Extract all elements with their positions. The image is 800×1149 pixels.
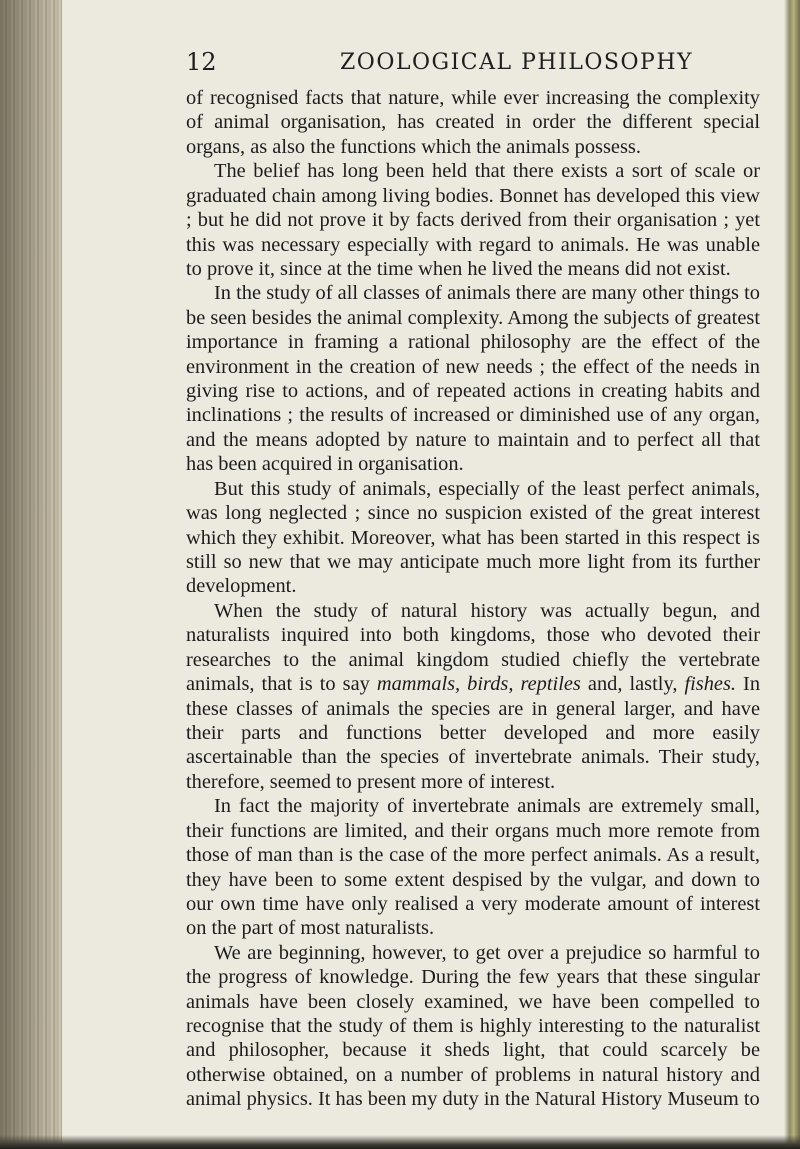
paragraph-text: and, lastly, <box>580 673 685 696</box>
page-edge-bottom <box>0 1135 800 1149</box>
running-head: ZOOLOGICAL PHILOSOPHY <box>340 50 694 75</box>
paragraph: In the study of all classes of animals there are many other things to be seen besides the animal complexity. Among the subjects of greatest importance in framing a rational philosophy are the effect of the environment in the creation of new needs ; the effect of the needs in giving rise to actions, and of repeated actions in creating habits and inclinations ; the results of increased or diminished use of any organ, and the means adopted by nature to maintain and to perfect all that has been acquired in organisation. <box>186 282 760 476</box>
italic-text: fishes. <box>684 673 736 696</box>
page-number: 12 <box>186 48 217 76</box>
book-binding-left <box>0 0 62 1149</box>
paragraph <box>186 599 760 794</box>
paragraph: But this study of animals, especially of the least perfect animals, was long neglected ; since no suspicion existed of the great interest which they exhibit. Moreover, what has been started in this respect is still so new that we may anticipate much more light from its further development. <box>186 477 760 598</box>
paragraph: In fact the majority of invertebrate animals are extremely small, their functions are limited, and their organs much more remote from those of man than is the case of the more perfect animals. As a result, they have been to some extent despised by the vulgar, and down to our own time have only realised a very moderate amount of interest on the part of most naturalists. <box>186 795 760 940</box>
paragraph-text: When the study of natural history was actually begun, and naturalists inquired into both kingdoms, those who devoted their researches to the animal kingdom studied chiefly the vertebrate animals, that is to say <box>186 599 760 696</box>
paragraph: The belief has long been held that there exists a sort of scale or graduated chain among living bodies. Bonnet has developed this view ; but he did not prove it by facts derived from their organisation ; yet this was necessary especially with regard to animals. He was unable to prove it, since at the time when he lived the means did not exist. <box>186 160 760 280</box>
paragraph: of recognised facts that nature, while ever increasing the complexity of animal organisation, has created in order the different special organs, as also the functions which the animals possess. <box>186 87 760 158</box>
page-edge-right <box>784 0 800 1149</box>
italic-text: mammals, birds, reptiles <box>376 673 581 696</box>
paragraph-text: In these classes of animals the species are in general larger, and have their parts and functions better developed and more easily ascertainable than the species of invertebrate animals. Their study, therefore, seemed to present more of interest. <box>186 673 761 793</box>
body-text <box>186 86 760 1112</box>
paragraph: We are beginning, however, to get over a prejudice so harmful to the progress of knowledge. During the few years that these singular animals have been closely examined, we have been compelled to recognise that the study of them is highly interesting to the naturalist and philosopher, because it sheds light, that could scarcely be otherwise obtained, on a number of problems in natural history and animal physics. It has been my duty in the Natural History Museum to <box>186 941 760 1111</box>
page-header <box>186 46 746 80</box>
